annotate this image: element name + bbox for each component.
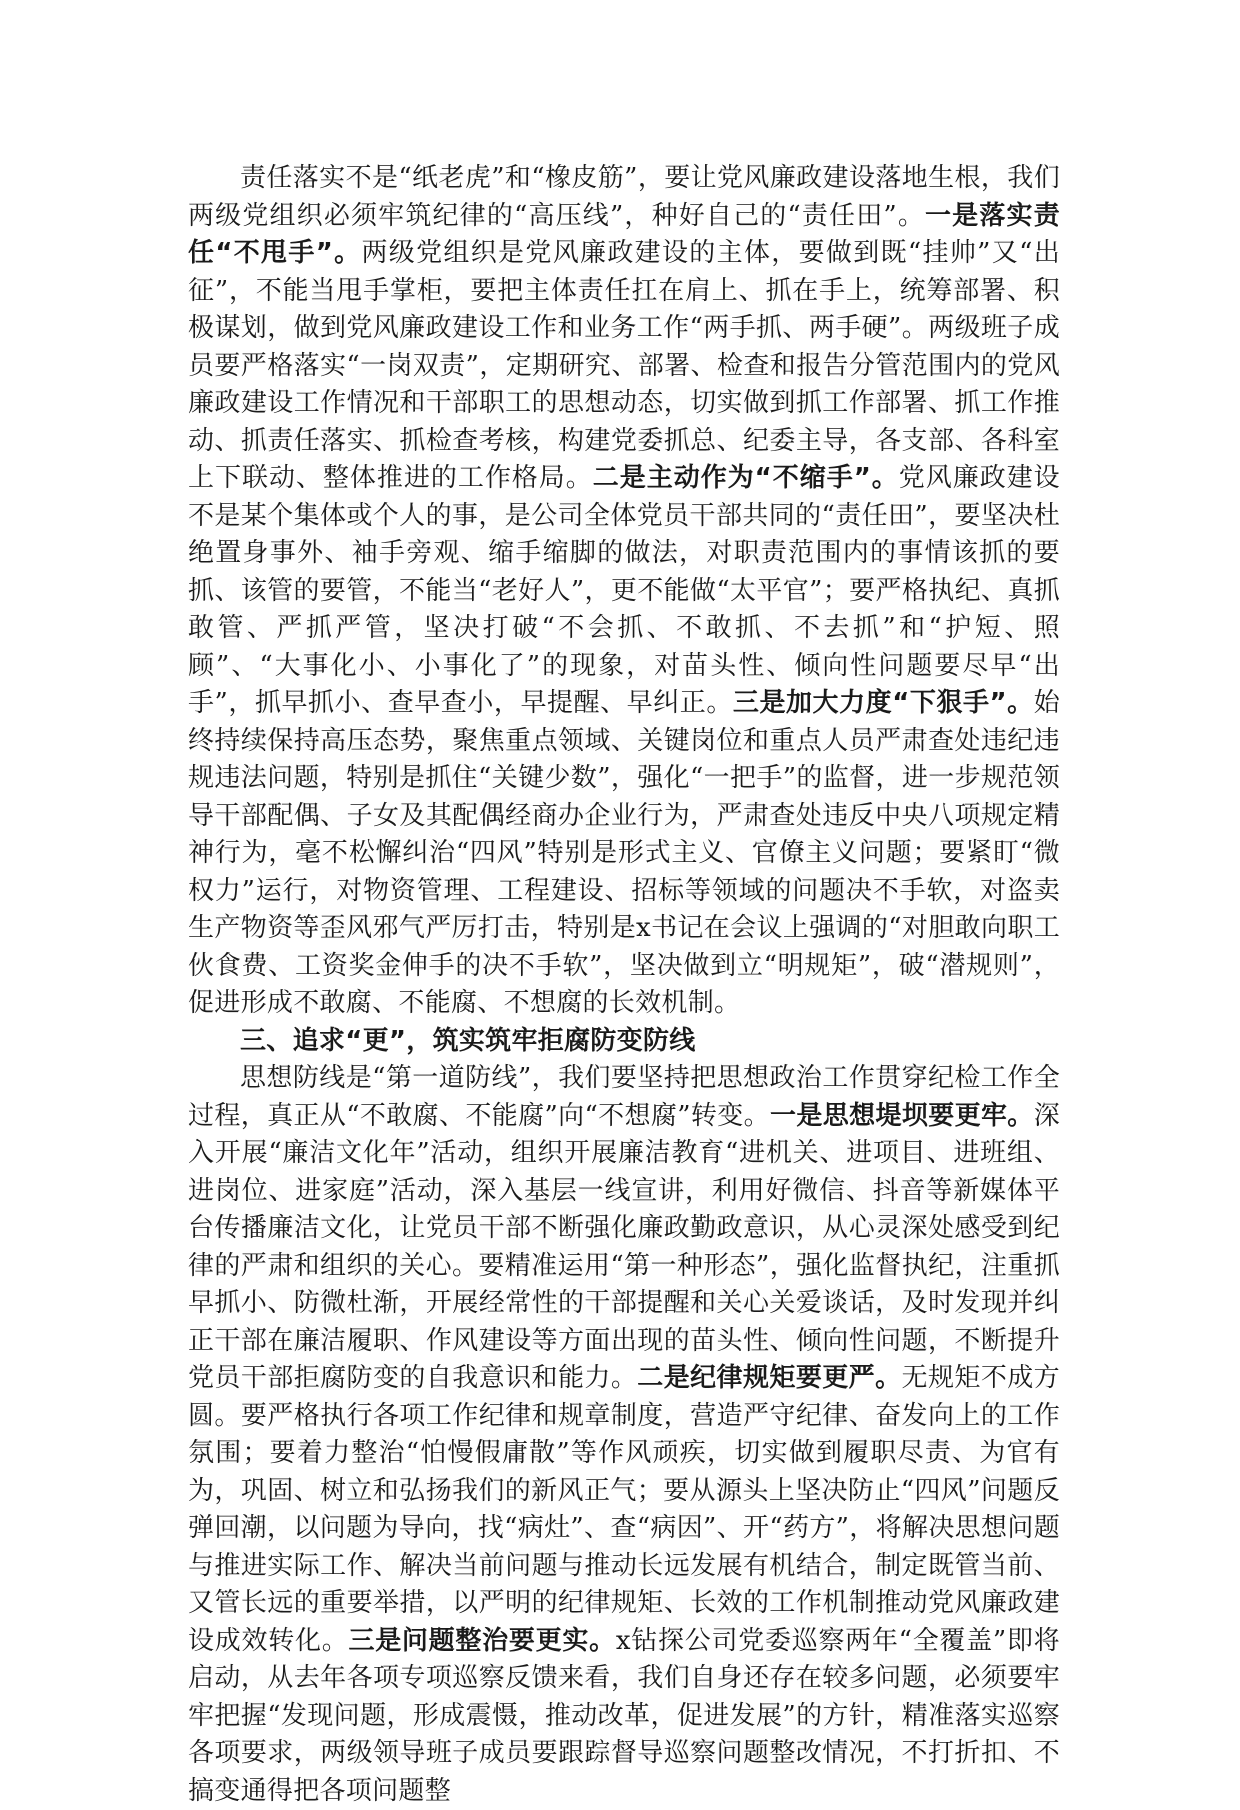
text-span: 两级党组织是党风廉政建设的主体，要做到既“挂帅”又“出征”，不能当甩手掌柜，要把主体责任扛在肩上、抓在手上，统筹部署、积极谋划，做到党风廉政建设工作和业务工作“两手抓、两手硬”。两级班子成员要严格落实“一岗双责”，定期研究、部署、检查和报告分管范围内的党风廉政建设工作情况和干部职工的思想动态，切实做到抓工作部署、抓工作推动、抓责任落实、抓检查考核，构建党委抓总、纪委主导，各支部、各科室上下联动、整体推进的工作格局。 bbox=[188, 238, 1060, 493]
bold-point-1: 一是落实责任“不甩手”。 bbox=[188, 200, 1060, 268]
text-span: 思想防线是“第一道防线”，我们要坚持把思想政治工作贯穿纪检工作全过程，真正从“不敢腐、不能腐”向“不想腐”转变。 bbox=[188, 1063, 1060, 1131]
text-span: 党风廉政建设不是某个集体或个人的事，是公司全体党员干部共同的“责任田”，要坚决杜绝置身事外、袖手旁观、缩手缩脚的做法，对职责范围内的事情该抓的要抓、该管的要管，不能当“老好人”，更不能做“太平官”；要严格执纪、真抓敢管、严抓严管，坚决打破“不会抓、不敢抓、不去抓”和“护短、照顾”、“大事化小、小事化了”的现象，对苗头性、倾向性问题要尽早“出手”，抓早抓小、查早查小，早提醒、早纠正。 bbox=[188, 463, 1060, 718]
text-span: 深入开展“廉洁文化年”活动，组织开展廉洁教育“进机关、进项目、进班组、进岗位、进家庭”活动，深入基层一线宣讲，利用好微信、抖音等新媒体平台传播廉洁文化，让党员干部不断强化廉政勤政意识，从心灵深处感受到纪律的严肃和组织的关心。要精准运用“第一种形态”，强化监督执纪，注重抓早抓小、防微杜渐，开展经常性的干部提醒和关心关爱谈话，及时发现并纠正干部在廉洁履职、作风建设等方面出现的苗头性、倾向性问题，不断提升党员干部拒腐防变的自我意识和能力。 bbox=[188, 1100, 1060, 1393]
bold-point-2: 二是主动作为“不缩手”。 bbox=[592, 463, 899, 493]
bold-point-3: 三是问题整治要更实。 bbox=[348, 1625, 616, 1656]
paragraph-ideology bbox=[188, 1060, 1060, 1810]
text-span: 无规矩不成方圆。要严格执行各项工作纪律和规章制度，营造严守纪律、奋发向上的工作氛围；要着力整治“怕慢假庸散”等作风顽疾，切实做到履职尽责、为官有为，巩固、树立和弘扬我们的新风正气；要从源头上坚决防止“四风”问题反弹回潮，以问题为导向，找“病灶”、查“病因”、开“药方”，将解决思想问题与推进实际工作、解决当前问题与推动长远发展有机结合，制定既管当前、又管长远的重要举措，以严明的纪律规矩、长效的工作机制推动党风廉政建设成效转化。 bbox=[188, 1363, 1060, 1656]
text-span: 责任落实不是“纸老虎”和“橡皮筋”，要让党风廉政建设落地生根，我们两级党组织必须牢筑纪律的“高压线”，种好自己的“责任田”。 bbox=[188, 163, 1060, 231]
bold-point-2: 二是纪律规矩要更严。 bbox=[637, 1363, 902, 1393]
section-heading-3: 三、追求“更”，筑实筑牢拒腐防变防线 bbox=[240, 1025, 696, 1056]
bold-point-1: 一是思想堤坝要更牢。 bbox=[770, 1100, 1034, 1131]
bold-point-3: 三是加大力度“下狠手”。 bbox=[732, 688, 1034, 718]
text-span: x钻探公司党委巡察两年“全覆盖”即将启动，从去年各项专项巡察反馈来看，我们自身还存在较多问题，必须要牢牢把握“发现问题，形成震慑，推动改革，促进发展”的方针，精准落实巡察各项要求，两级领导班子成员要跟踪督导巡察问题整改情况，不打折扣、不搞变通得把各项问题整 bbox=[188, 1625, 1060, 1806]
paragraph-responsibility bbox=[188, 160, 1060, 1023]
text-span: 始终持续保持高压态势，聚焦重点领域、关键岗位和重点人员严肃查处违纪违规违法问题，特别是抓住“关键少数”，强化“一把手”的监督，进一步规范领导干部配偶、子女及其配偶经商办企业行为，严肃查处违反中央八项规定精神行为，毫不松懈纠治“四风”特别是形式主义、官僚主义问题；要紧盯“微权力”运行，对物资管理、工程建设、招标等领域的问题决不手软，对盗卖生产物资等歪风邪气严厉打击，特别是x书记在会议上强调的“对胆敢向职工伙食费、工资奖金伸手的决不手软”，坚决做到立“明规矩”，破“潜规则”，促进形成不敢腐、不能腐、不想腐的长效机制。 bbox=[188, 688, 1061, 1018]
document-body bbox=[188, 160, 1060, 1810]
